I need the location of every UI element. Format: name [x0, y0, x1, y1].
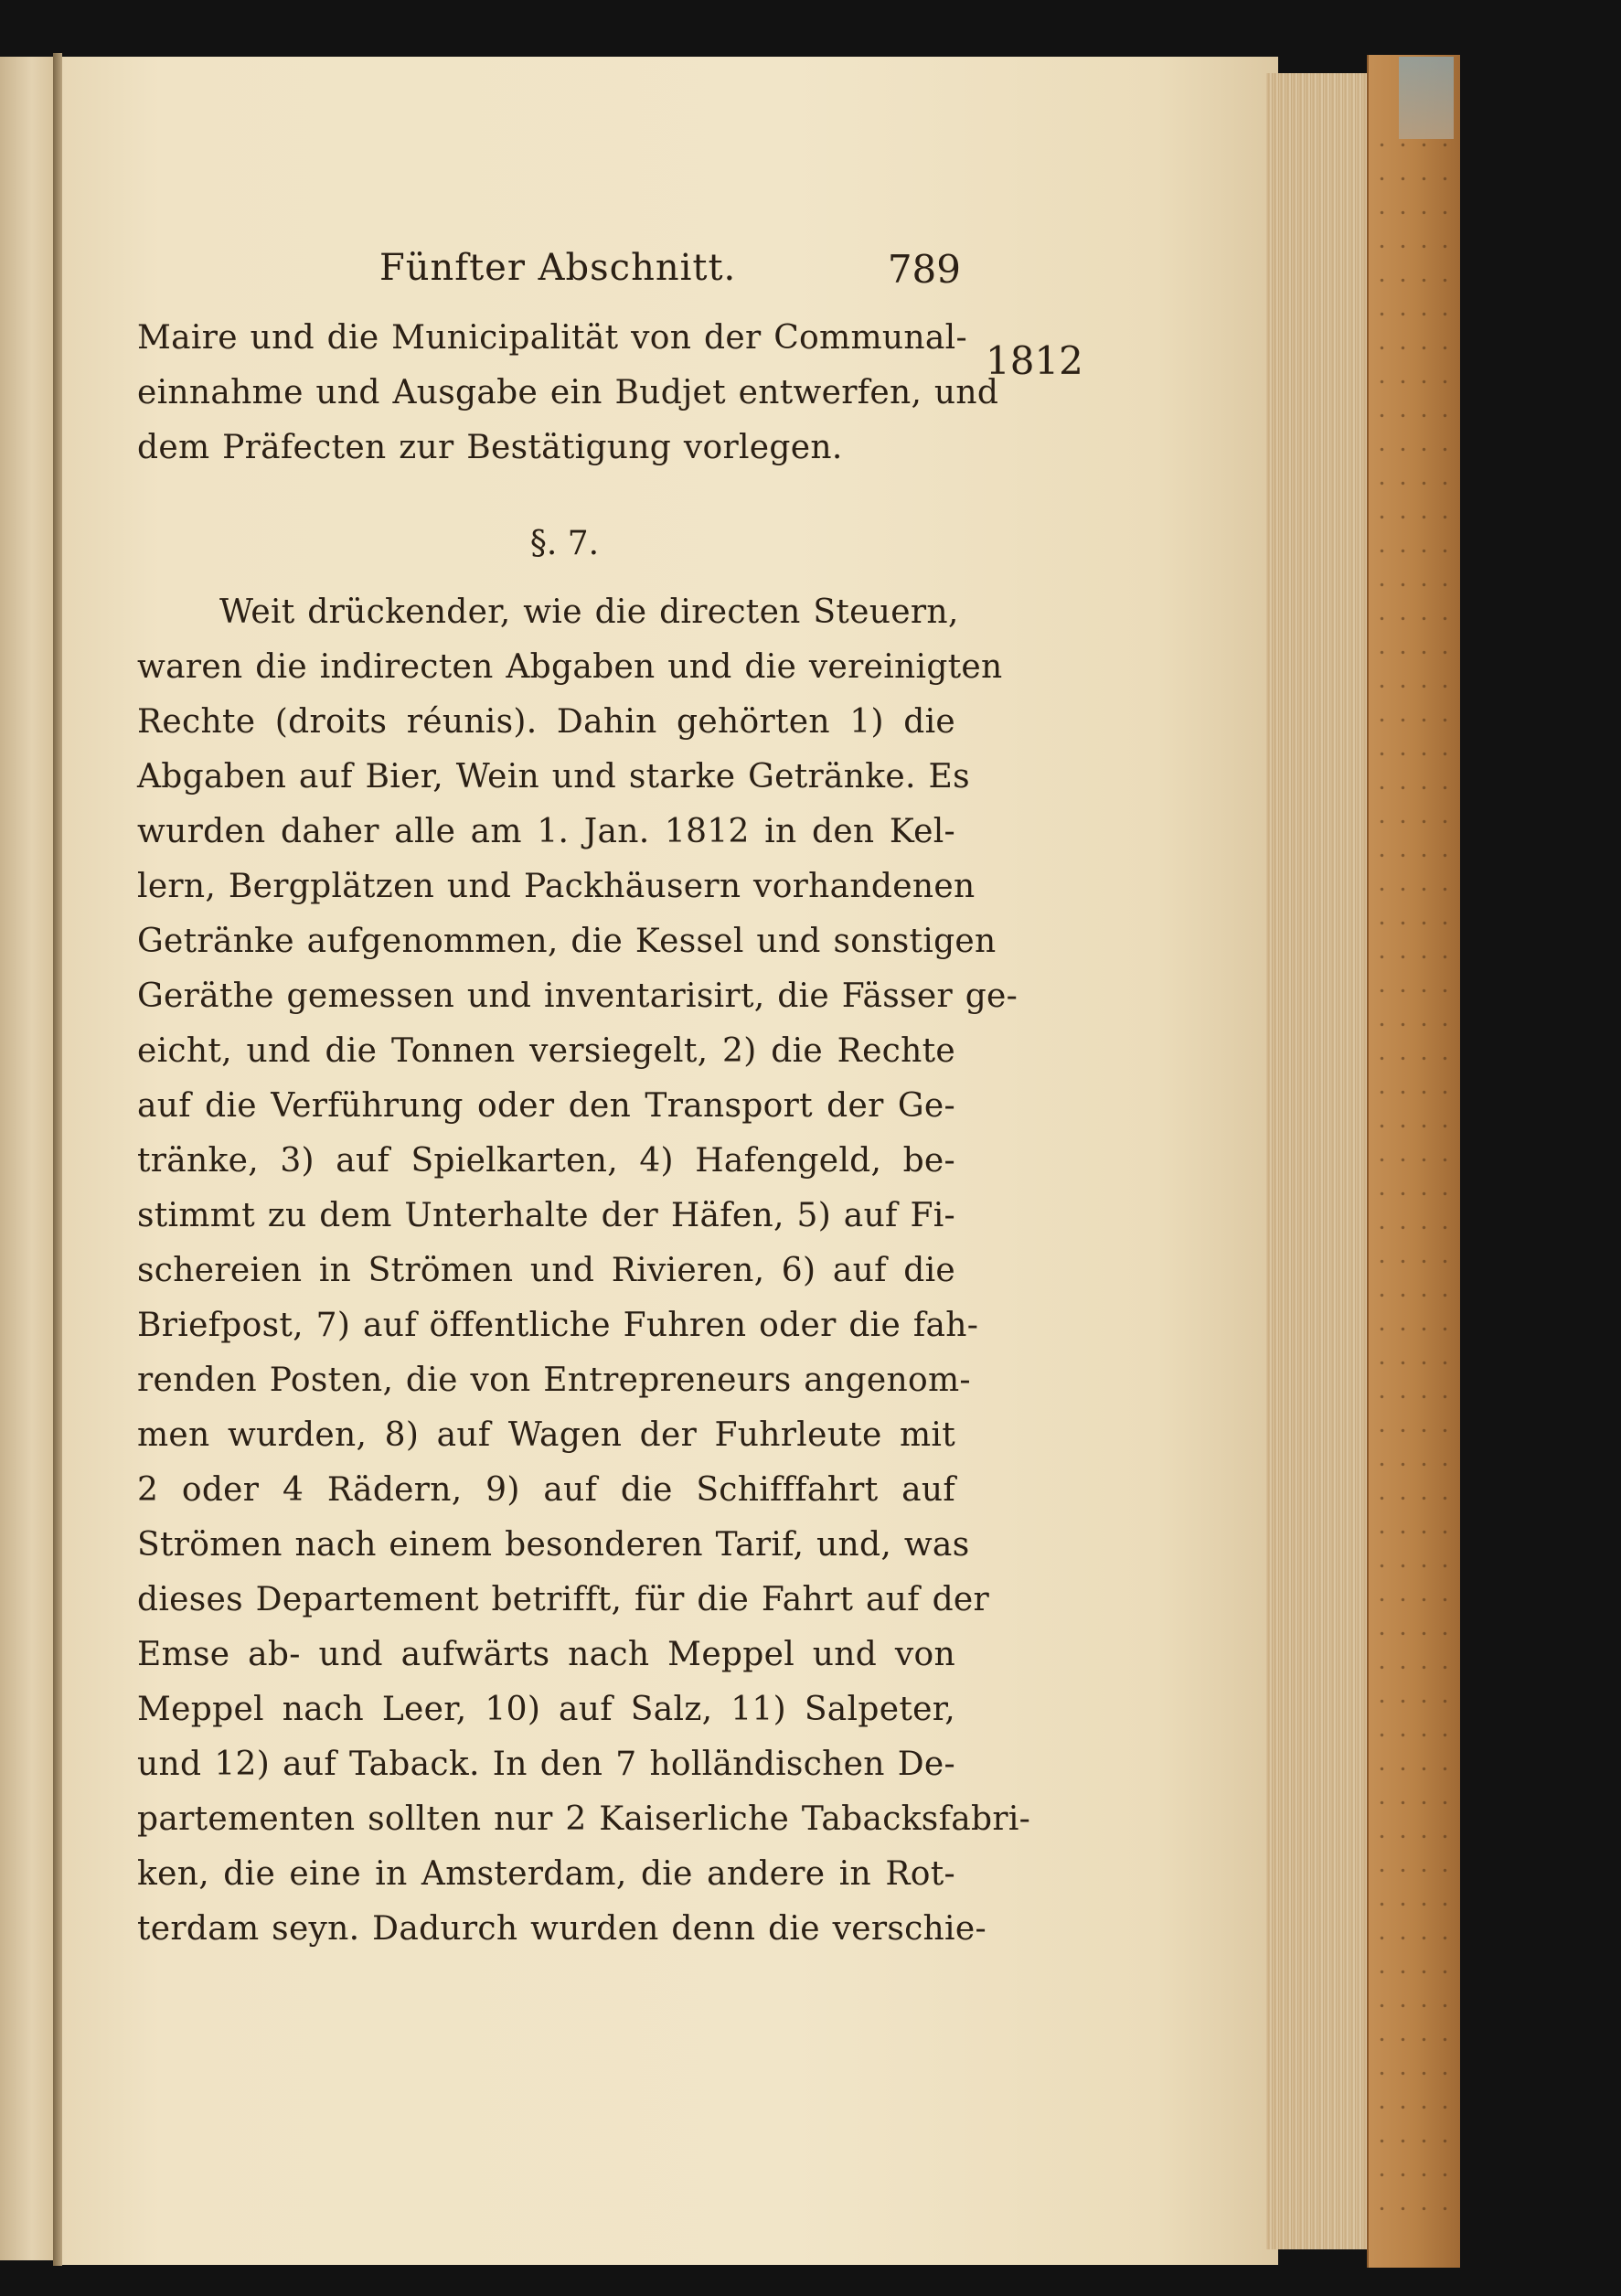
text-line: renden Posten, die von Entrepreneurs angenom-	[137, 1362, 971, 1399]
text-line: wurden daher alle am 1. Jan. 1812 in den Kel-	[137, 813, 955, 850]
section-heading: §. 7.	[529, 525, 600, 562]
text-line: Geräthe gemessen und inventarisirt, die Fässer ge-	[137, 977, 1018, 1015]
text-line: 2 oder 4 Rädern, 9) auf die Schifffahrt auf	[137, 1471, 955, 1509]
text-line: tränke, 3) auf Spielkarten, 4) Hafengeld, be-	[137, 1142, 955, 1180]
text-line: auf die Verführung oder den Transport der Ge-	[137, 1087, 955, 1125]
cover-corner	[1399, 57, 1454, 139]
text-line: Emse ab- und aufwärts nach Meppel und von	[137, 1636, 955, 1673]
text-line: Briefpost, 7) auf öffentliche Fuhren oder die fah-	[137, 1307, 979, 1344]
text-line: stimmt zu dem Unterhalte der Häfen, 5) auf Fi-	[137, 1197, 955, 1234]
text-line: einnahme und Ausgabe ein Budjet entwerfen, und	[137, 374, 999, 411]
text-line: eicht, und die Tonnen versiegelt, 2) die Rechte	[137, 1032, 955, 1070]
text-line: waren die indirecten Abgaben und die vereinigten	[137, 648, 1003, 686]
text-line: partementen sollten nur 2 Kaiserliche Tabacksfabri-	[137, 1800, 1031, 1838]
margin-year-note: 1812	[986, 338, 1083, 383]
text-line: men wurden, 8) auf Wagen der Fuhrleute mit	[137, 1416, 955, 1454]
text-line: Rechte (droits réunis). Dahin gehörten 1) die	[137, 703, 955, 741]
text-line: Abgaben auf Bier, Wein und starke Getränke. Es	[137, 758, 970, 796]
text-line: ken, die eine in Amsterdam, die andere in Rot-	[137, 1855, 955, 1893]
text-line: Maire und die Municipalität von der Communal-	[137, 319, 967, 357]
page-header	[137, 247, 961, 304]
running-head: Fünfter Abschnitt.	[379, 247, 737, 289]
page-text	[137, 247, 1031, 1957]
text-line: und 12) auf Taback. In den 7 holländischen De-	[137, 1746, 955, 1783]
text-line: lern, Bergplätzen und Packhäusern vorhandenen	[137, 868, 976, 905]
text-line: dieses Departement betrifft, für die Fahrt auf der	[137, 1581, 990, 1618]
page-number: 789	[887, 247, 961, 292]
cover-texture	[1371, 128, 1454, 2231]
book-gutter	[53, 53, 62, 2266]
text-line: terdam seyn. Dadurch wurden denn die verschie-	[137, 1910, 986, 1948]
previous-page-edge	[0, 57, 55, 2260]
page-edges	[1266, 73, 1369, 2249]
text-line: dem Präfecten zur Bestätigung vorlegen.	[137, 429, 843, 466]
text-line: Weit drückender, wie die directen Steuern,	[219, 593, 959, 631]
text-line: schereien in Strömen und Rivieren, 6) auf die	[137, 1252, 955, 1289]
text-line: Getränke aufgenommen, die Kessel und sonstigen	[137, 923, 997, 960]
text-line: Strömen nach einem besonderen Tarif, und, was	[137, 1526, 970, 1564]
text-line: Meppel nach Leer, 10) auf Salz, 11) Salpeter,	[137, 1691, 955, 1728]
